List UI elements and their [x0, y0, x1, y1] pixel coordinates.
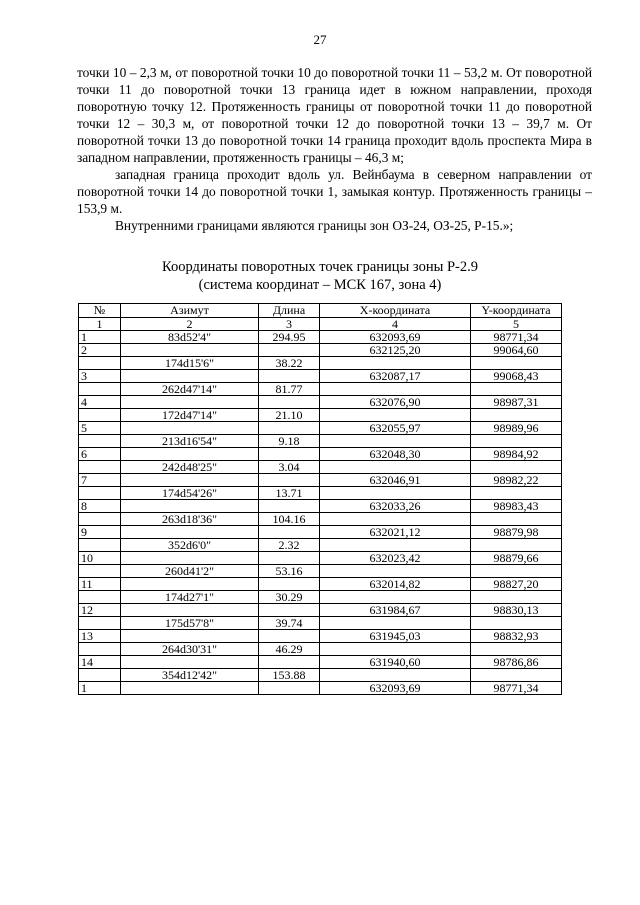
index-cell: 5 — [471, 318, 562, 331]
y-coordinate: 98827,20 — [471, 578, 562, 591]
index-cell: 1 — [79, 318, 121, 331]
point-number: 8 — [79, 500, 121, 513]
azimuth-cell: 264d30'31" — [121, 643, 259, 656]
y-coordinate: 98879,98 — [471, 526, 562, 539]
length-cell: 3.04 — [259, 461, 320, 474]
segment-row — [79, 669, 562, 682]
segment-row — [79, 435, 562, 448]
table-row — [79, 500, 562, 513]
x-coordinate: 631984,67 — [320, 604, 471, 617]
azimuth-cell: 260d41'2" — [121, 565, 259, 578]
y-coordinate: 98771,34 — [471, 331, 562, 344]
table-row — [79, 656, 562, 669]
length-cell: 9.18 — [259, 435, 320, 448]
table-row — [79, 331, 562, 344]
y-coordinate: 99064,60 — [471, 344, 562, 357]
y-coordinate: 98982,22 — [471, 474, 562, 487]
point-number: 1 — [79, 682, 121, 695]
y-coordinate: 98983,43 — [471, 500, 562, 513]
y-coordinate: 98832,93 — [471, 630, 562, 643]
length-cell: 81.77 — [259, 383, 320, 396]
point-number: 4 — [79, 396, 121, 409]
x-coordinate: 632087,17 — [320, 370, 471, 383]
point-number: 11 — [79, 578, 121, 591]
table-row — [79, 422, 562, 435]
table-row — [79, 370, 562, 383]
coordinates-table — [78, 303, 562, 695]
index-cell: 3 — [259, 318, 320, 331]
point-number: 9 — [79, 526, 121, 539]
table-row — [79, 630, 562, 643]
point-number: 2 — [79, 344, 121, 357]
x-coordinate: 632014,82 — [320, 578, 471, 591]
table-row — [79, 474, 562, 487]
index-cell: 4 — [320, 318, 471, 331]
x-coordinate: 631945,03 — [320, 630, 471, 643]
segment-row — [79, 643, 562, 656]
index-cell: 2 — [121, 318, 259, 331]
azimuth-cell: 262d47'14" — [121, 383, 259, 396]
point-number: 12 — [79, 604, 121, 617]
x-coordinate: 632021,12 — [320, 526, 471, 539]
y-coordinate: 98984,92 — [471, 448, 562, 461]
x-coordinate: 632046,91 — [320, 474, 471, 487]
length-cell: 39.74 — [259, 617, 320, 630]
header-length: Длина — [259, 304, 320, 318]
length-cell: 104.16 — [259, 513, 320, 526]
length-cell: 53.16 — [259, 565, 320, 578]
x-coordinate: 632125,20 — [320, 344, 471, 357]
point-number: 7 — [79, 474, 121, 487]
x-coordinate: 632033,26 — [320, 500, 471, 513]
y-coordinate: 98771,34 — [471, 682, 562, 695]
segment-row — [79, 539, 562, 552]
segment-row — [79, 617, 562, 630]
azimuth-cell: 263d18'36" — [121, 513, 259, 526]
page-number: 27 — [313, 32, 327, 47]
caption-subtitle: (система координат – МСК 167, зона 4) — [198, 276, 442, 293]
point-number: 10 — [79, 552, 121, 565]
azimuth-cell: 174d54'26" — [121, 487, 259, 500]
azimuth-cell: 172d47'14" — [121, 409, 259, 422]
paragraph: западная граница проходит вдоль ул. Вейнбаума в северном направлении от поворотной точки 14 до поворотной точки 1, замыкая контур. Протяженность границы – 153,9 м. — [77, 167, 592, 216]
segment-row — [79, 357, 562, 370]
azimuth-cell: 354d12'42" — [121, 669, 259, 682]
length-cell: 38.22 — [259, 357, 320, 370]
point-number: 3 — [79, 370, 121, 383]
header-num: № — [79, 304, 121, 318]
table-row — [79, 682, 562, 695]
y-coordinate: 98987,31 — [471, 396, 562, 409]
y-coordinate: 98989,96 — [471, 422, 562, 435]
segment-row — [79, 383, 562, 396]
body-text — [77, 64, 592, 234]
table-row — [79, 552, 562, 565]
caption-title: Координаты поворотных точек границы зоны Р-2.9 — [162, 259, 478, 275]
x-coordinate: 632023,42 — [320, 552, 471, 565]
table-body — [79, 331, 562, 695]
segment-row — [79, 461, 562, 474]
x-coordinate: 632093,69 — [320, 682, 471, 695]
x-coordinate: 632055,97 — [320, 422, 471, 435]
table-row — [79, 344, 562, 357]
length-cell: 153.88 — [259, 669, 320, 682]
y-coordinate: 98879,66 — [471, 552, 562, 565]
header-x: X-координата — [320, 304, 471, 318]
length-cell: 30.29 — [259, 591, 320, 604]
point-number: 5 — [79, 422, 121, 435]
header-y: Y-координата — [471, 304, 562, 318]
table-caption — [0, 259, 640, 294]
paragraph: Внутренними границами являются границы зон ОЗ-24, ОЗ-25, Р-15.»; — [115, 218, 514, 233]
segment-row — [79, 565, 562, 578]
segment-row — [79, 513, 562, 526]
point-number: 13 — [79, 630, 121, 643]
header-row — [79, 304, 562, 318]
table-row — [79, 526, 562, 539]
x-coordinate: 632048,30 — [320, 448, 471, 461]
azimuth-cell: 174d27'1" — [121, 591, 259, 604]
azimuth-cell: 174d15'6" — [121, 357, 259, 370]
point-number: 1 — [79, 331, 121, 344]
y-coordinate: 99068,43 — [471, 370, 562, 383]
length-cell: 21.10 — [259, 409, 320, 422]
x-coordinate: 631940,60 — [320, 656, 471, 669]
azimuth-cell: 242d48'25" — [121, 461, 259, 474]
length-cell: 46.29 — [259, 643, 320, 656]
length-cell: 13.71 — [259, 487, 320, 500]
azimuth-cell: 213d16'54" — [121, 435, 259, 448]
table-row — [79, 448, 562, 461]
length-cell: 2.32 — [259, 539, 320, 552]
table-row — [79, 604, 562, 617]
azimuth-cell: 83d52'4" — [121, 331, 259, 344]
segment-row — [79, 409, 562, 422]
length-cell: 294.95 — [259, 331, 320, 344]
azimuth-cell: 352d6'0" — [121, 539, 259, 552]
table-row — [79, 578, 562, 591]
segment-row — [79, 591, 562, 604]
header-azimuth: Азимут — [121, 304, 259, 318]
paragraph: точки 10 – 2,3 м, от поворотной точки 10 до поворотной точки 11 – 53,2 м. От поворотной точки 11 до поворотной точки 13 граница идет в южном направлении, проходя поворотную точку 12. Протяженность границы от поворотной точки 11 до поворотной точки 12 – 30,3 м, от поворотной точки 12 до поворотной точки 13 – 39,7 м. От поворотной точки 13 до поворотной точки 14 граница проходит вдоль проспекта Мира в западном направлении, протяженность границы – 46,3 м; — [77, 65, 592, 165]
point-number: 14 — [79, 656, 121, 669]
point-number: 6 — [79, 448, 121, 461]
y-coordinate: 98830,13 — [471, 604, 562, 617]
segment-row — [79, 487, 562, 500]
azimuth-cell: 175d57'8" — [121, 617, 259, 630]
x-coordinate: 632076,90 — [320, 396, 471, 409]
y-coordinate: 98786,86 — [471, 656, 562, 669]
index-row — [79, 318, 562, 331]
table-row — [79, 396, 562, 409]
x-coordinate: 632093,69 — [320, 331, 471, 344]
